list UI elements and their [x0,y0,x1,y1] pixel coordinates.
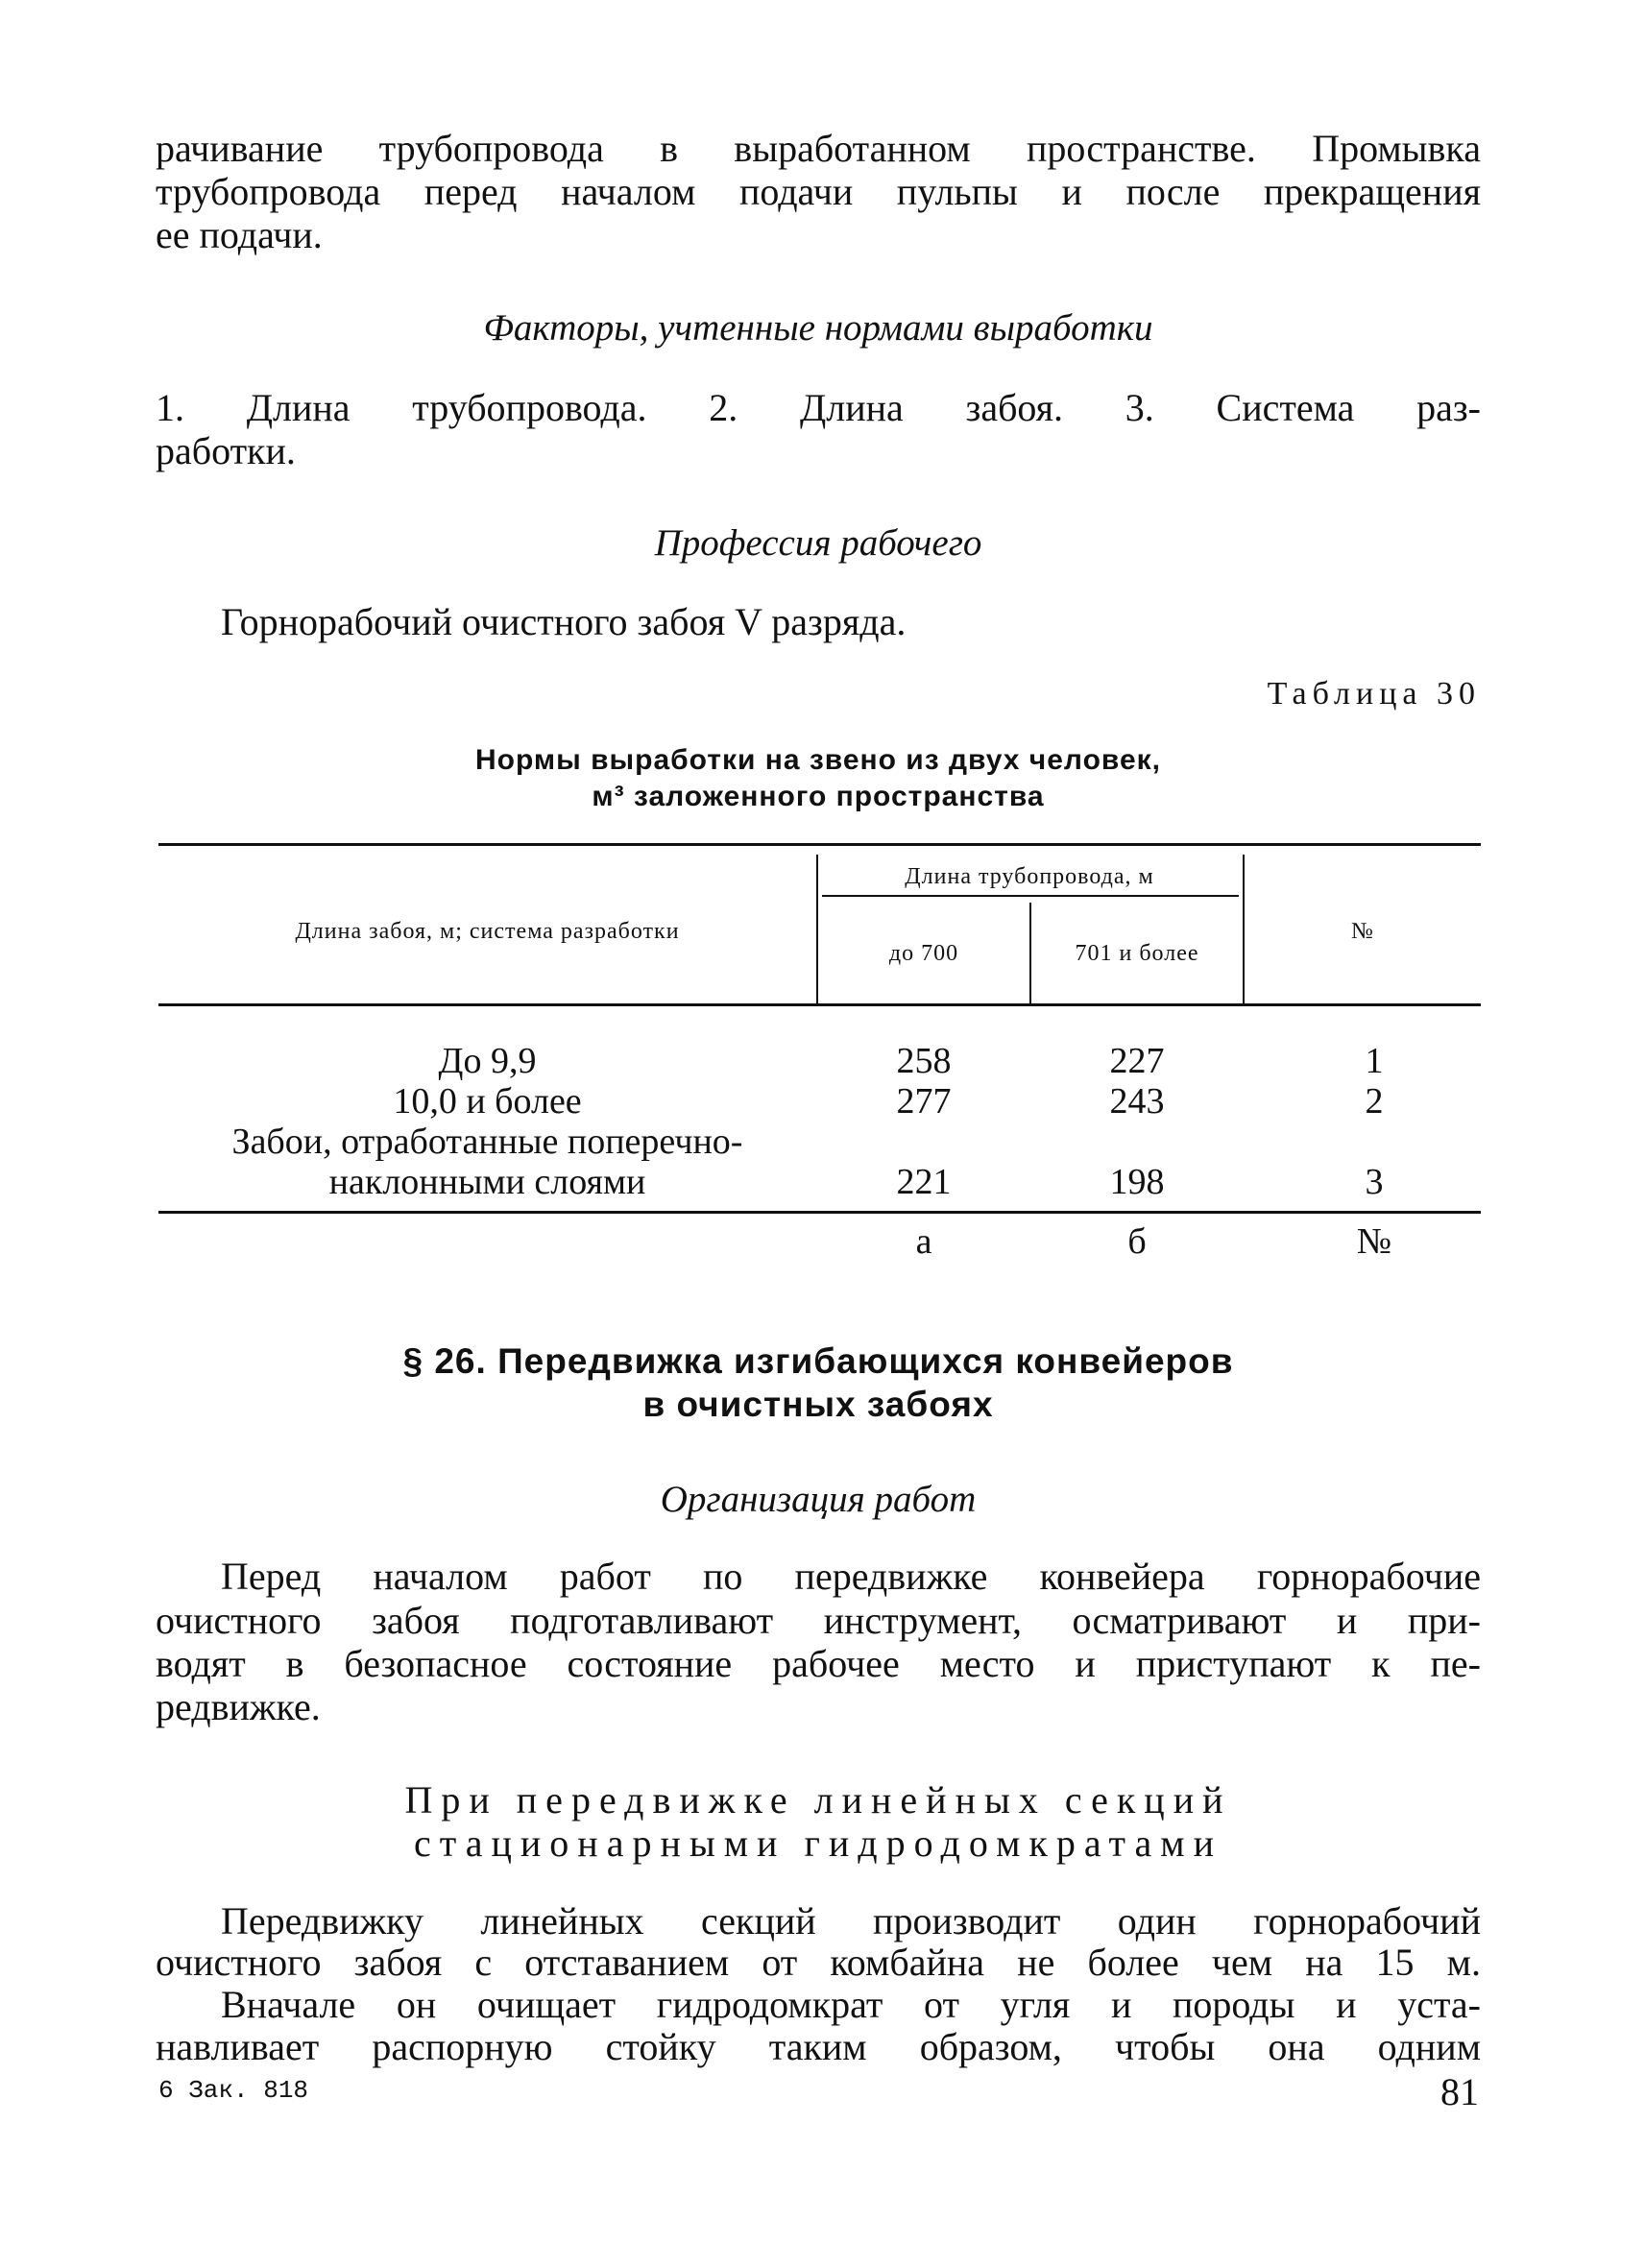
page-number: 81 [1440,2070,1479,2113]
footer-b: б [1127,1221,1147,1262]
cell-num: 2 [1365,1081,1384,1122]
section-title: в очистных забоях [642,1385,994,1424]
sub-heading: При передвижке линейных секций [404,1778,1232,1822]
cell-b: 243 [1109,1081,1165,1122]
table-caption: м³ заложенного пространства [592,781,1045,812]
row-label: 10,0 и более [393,1081,582,1122]
row-label: наклонными слоями [328,1162,646,1202]
header-group: Длина трубопровода, м [905,864,1154,889]
cell-a: 277 [896,1081,952,1122]
cell-b: 227 [1109,1041,1165,1081]
cell-a: 221 [896,1162,952,1202]
header-sub-a: до 700 [888,941,959,966]
table-top-rule [158,843,1481,846]
body-line: очистного забоя с отставанием от комбайна не более чем на 15 м. [156,1941,1481,1984]
cell-num: 3 [1365,1162,1384,1202]
org-heading: Организация работ [660,1479,977,1520]
header-bottom-rule [158,1003,1481,1006]
body-line: Передвижку линейных секций производит один горнорабочий [221,1899,1481,1942]
footer-num: № [1356,1221,1392,1262]
body-line: трубопровода перед началом подачи пульпы и после прекращения [156,170,1481,213]
sub-heading: стационарными гидродомкратами [414,1822,1222,1865]
table-bottom-rule [158,1211,1481,1214]
body-line: очистного забоя подготавливают инструмент, осматривают и при- [156,1599,1481,1642]
footer-a: а [915,1221,932,1262]
profession-text: Горнорабочий очистного забоя V разряда. [221,600,907,643]
body-line: 1. Длина трубопровода. 2. Длина забоя. 3. Система раз- [156,386,1481,429]
footer-signature: 6 Зак. 818 [158,2076,309,2105]
body-line: навливает распорную стойку таким образом, чтобы она одним [156,2025,1481,2068]
header-num: № [1351,919,1374,944]
body-line: водят в безопасное состояние рабочее место и приступают к пе- [156,1642,1481,1685]
table-caption: Нормы выработки на звено из двух человек, [475,744,1161,776]
body-line: рачивание трубопровода в выработанном пространстве. Промывка [156,127,1481,170]
row-label: Забои, отработанные поперечно- [231,1122,743,1162]
factors-heading: Факторы, учтенные нормами выработки [483,307,1153,349]
cell-num: 1 [1365,1041,1384,1081]
cell-b: 198 [1109,1162,1165,1202]
body-line: редвижке. [156,1685,321,1728]
header-sub-b: 701 и более [1075,941,1199,966]
cell-a: 258 [896,1041,952,1081]
body-line: Перед началом работ по передвижке конвейера горнорабочие [221,1555,1481,1598]
profession-heading: Профессия рабочего [654,522,982,564]
row-label: До 9,9 [438,1041,537,1081]
header-col1: Длина забоя, м; система разработки [295,919,680,944]
group-header-rule [822,895,1239,897]
body-line: Вначале он очищает гидродомкрат от угля и породы и уста- [221,1983,1481,2026]
body-line: ее подачи. [156,213,323,256]
table-label: Таблица 30 [1267,676,1481,712]
body-line: работки. [156,429,296,472]
section-title: § 26. Передвижка изгибающихся конвейеров [402,1341,1234,1381]
